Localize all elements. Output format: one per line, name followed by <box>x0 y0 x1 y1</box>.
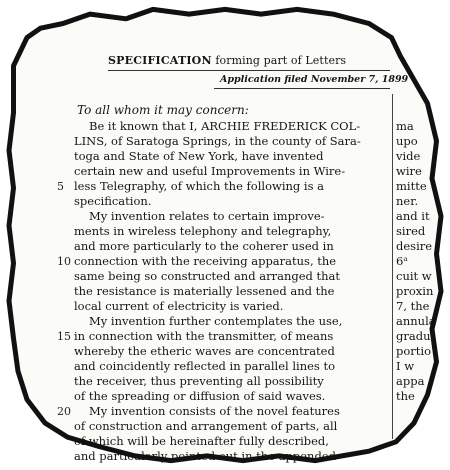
body-line: ments in wireless telephony and telegraphy, <box>74 224 332 238</box>
title-rule <box>108 70 390 71</box>
body-line: toga and State of New York, have invented <box>74 149 324 163</box>
column-divider <box>392 94 393 439</box>
right-column-fragment-line: vide <box>396 149 421 163</box>
body-line: LINS, of Saratoga Springs, in the county of Sara- <box>74 134 361 148</box>
body-line: and coincidently reflected in parallel lines to <box>74 359 336 373</box>
right-column-fragment-line: desire <box>396 239 433 253</box>
right-column-fragment-line: ner. <box>396 194 419 208</box>
body-line: in connection with the transmitter, of means <box>74 329 334 343</box>
line-number: 5 <box>57 180 64 193</box>
right-column-fragment-line: gradu <box>396 329 431 343</box>
salutation: To all whom it may concern: <box>77 103 249 117</box>
body-line: less Telegraphy, of which the following is a <box>74 179 325 193</box>
body-line: connection with the receiving apparatus, the <box>74 254 337 268</box>
body-line: same being so constructed and arranged that <box>74 269 341 283</box>
specification-title: SPECIFICATION forming part of Letters <box>108 54 347 67</box>
body-line: certain new and useful Improvements in Wire- <box>74 164 346 178</box>
right-column-fragment-line: annula <box>396 314 436 328</box>
body-line: of which will be hereinafter fully described, <box>74 434 329 448</box>
right-column-fragment-line: 7, the <box>396 299 430 313</box>
right-column-fragment-line: the <box>396 389 415 403</box>
right-column-fragment-line: I w <box>396 359 415 373</box>
body-line: the receiver, thus preventing all possibility <box>74 374 324 388</box>
line-number: 15 <box>57 330 71 343</box>
body-line: and more particularly to the coherer used in <box>74 239 334 253</box>
body-line: My invention further contemplates the use, <box>89 314 343 328</box>
application-filed: Application filed November 7, 1899 <box>220 74 409 85</box>
body-line: whereby the etheric waves are concentrated <box>74 344 335 358</box>
right-column-fragment-line: and it <box>396 209 430 223</box>
right-column-fragment-line: 6ᵃ <box>396 254 408 268</box>
subtitle-rule <box>214 88 390 89</box>
right-column-fragment-line: ma <box>396 119 414 133</box>
right-column-fragment-line: proxin <box>396 284 434 298</box>
body-line: My invention relates to certain improve- <box>89 209 325 223</box>
line-number: 10 <box>57 255 71 268</box>
line-number: 20 <box>57 405 71 418</box>
right-column-fragment-line: mitte <box>396 179 427 193</box>
right-column-fragment-line: upo <box>396 134 418 148</box>
body-line: local current of electricity is varied. <box>74 299 284 313</box>
right-column-fragment-line: sired <box>396 224 426 238</box>
right-column-fragment-line: cuit w <box>396 269 432 283</box>
body-line: the resistance is materially lessened and the <box>74 284 335 298</box>
right-column-fragment-line: appa <box>396 374 425 388</box>
body-line: and particularly pointed out in the appended <box>74 449 336 463</box>
right-column-fragment-line: portio <box>396 344 432 358</box>
body-line: Be it known that I, ARCHIE FREDERICK COL- <box>89 119 361 133</box>
body-line: specification. <box>74 194 152 208</box>
body-line: of construction and arrangement of parts, all <box>74 419 338 433</box>
body-line: My invention consists of the novel features <box>89 404 340 418</box>
body-line: of the spreading or diffusion of said waves. <box>74 389 326 403</box>
right-column-fragment-line: wire <box>396 164 422 178</box>
